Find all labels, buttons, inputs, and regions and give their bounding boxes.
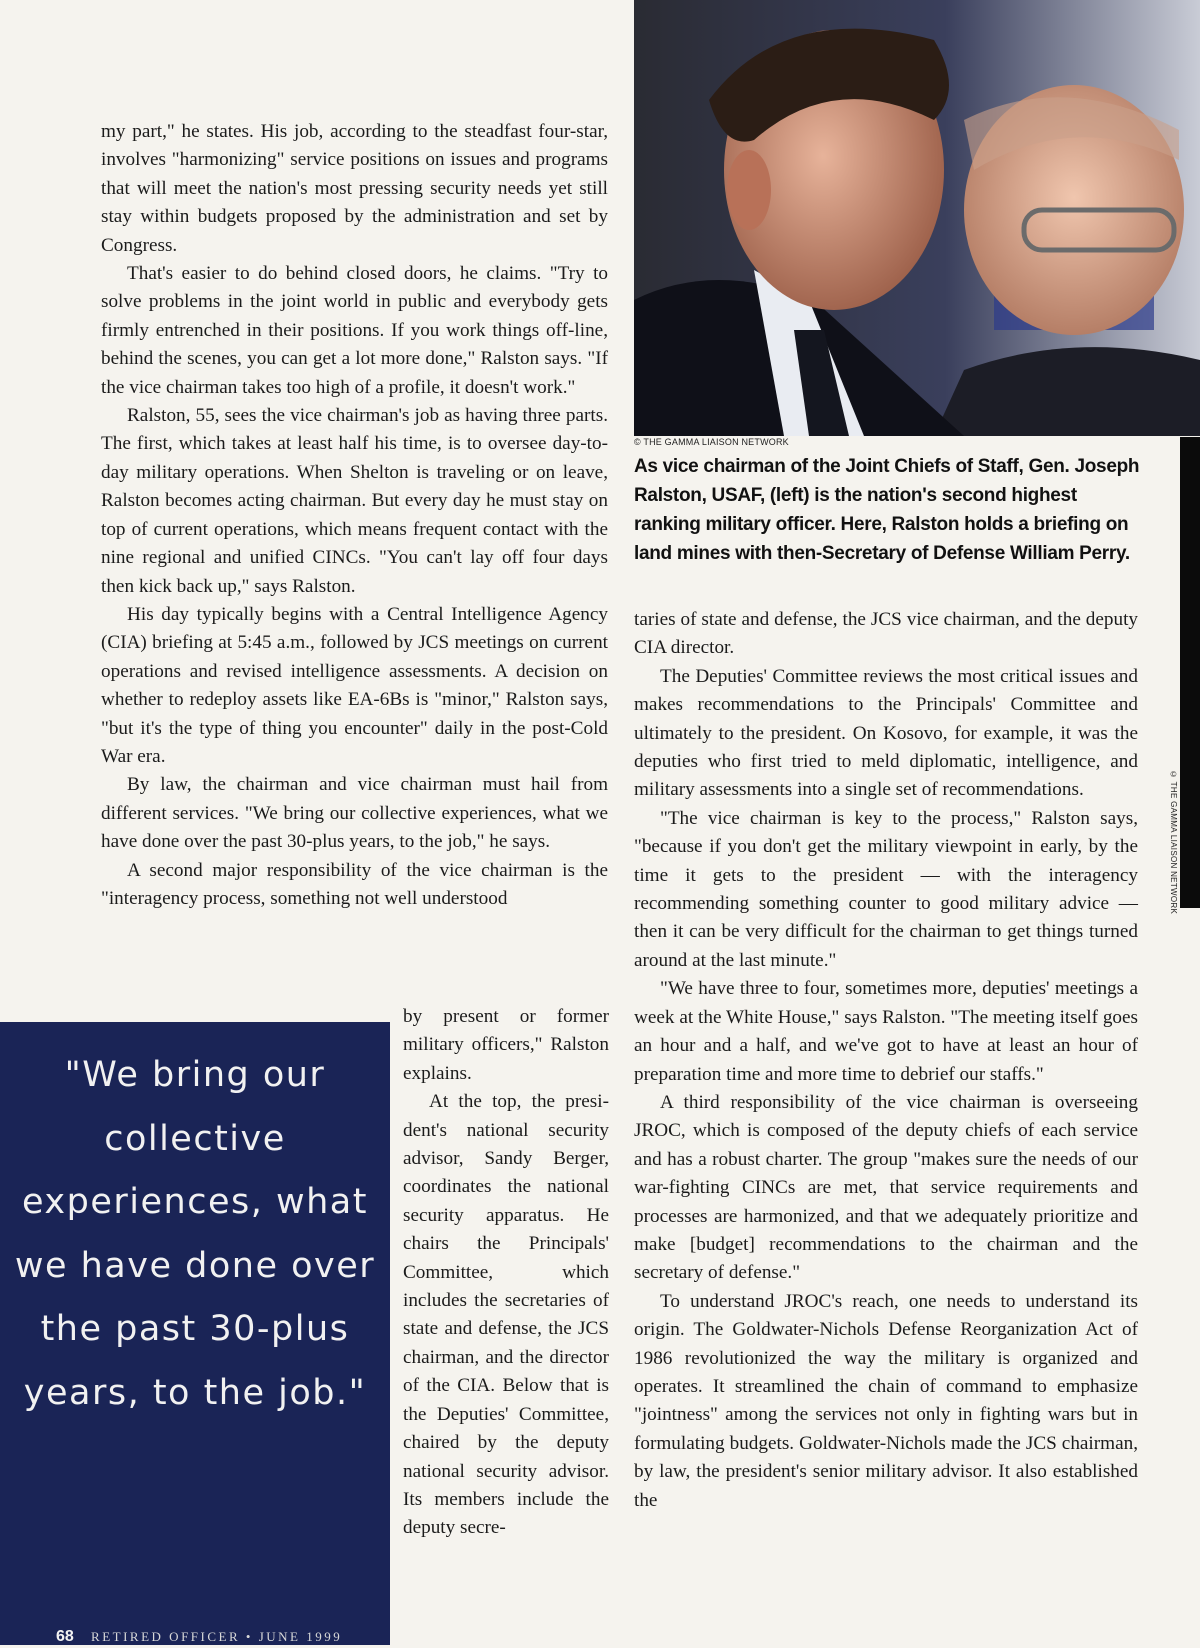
page-number: 68 [56,1628,74,1645]
paragraph: "We have three to four, sometimes more, deputies' meetings a week at the White House," says Ralston. "The meeting itself goes an hour and a half, and we've got to have at least an hour of preparation time and more time to debrief our staffs." [634,978,1138,1085]
photo-credit: © THE GAMMA LIAISON NETWORK [634,437,789,447]
paragraph: His day typically begins with a Central Intelligence Agency (CIA) briefing at 5:45 a.m., followed by JCS meetings on current operations and revised intelligence assessments. A decision on whether to redeploy assets like EA-6Bs is "minor," Ralston says, "but it's the type of thing you encounter" daily in the post-Cold War era. [101,603,608,767]
paragraph: The Deputies' Committee reviews the most critical issues and makes recommendations to the Principals' Committee and ultimately to the president. On Kosovo, for example, it was the deputies who first tried to meld diplomatic, intelligence, and military assessments into a single set of recommendations. [634,665,1138,801]
paragraph: To understand JROC's reach, one needs to understand its origin. The Goldwater-Nichols Defense Reorganization Act of 1986 revolutionized the way the military is organized and operates. It streamlined the chain of command to emphasize "jointness" among the services not only in fighting wars but in formulating budgets. Goldwater-Nichols made the JCS chairman, by law, the president's senior military advisor. It also established the [634,1290,1138,1511]
magazine-issue: RETIRED OFFICER • JUNE 1999 [91,1629,343,1644]
narrow-column [403,1003,609,1543]
paragraph: That's easier to do behind closed doors, he claims. "Try to solve problems in the joint world in public and everybody gets firmly entrenched in their positions. If you work things off-line, behind the scenes, you can get a lot more done," Ralston says. "If the vice chairman takes too high of a profile, it doesn't work." [101,263,608,398]
paragraph: At the top, the president's national security advisor, Sandy Berger, coordinates the national security apparatus. He chairs the Principals' Committee, which includes the secretaries of state and defense, the JCS chairman, and the director of the CIA. Below that is the Deputies' Committee, chaired by the deputy national security advisor. Its members include the deputy secre- [403,1091,609,1539]
paragraph: "The vice chairman is key to the process," Ralston says, "because if you don't get the military viewpoint in early, by the time it gets to the president — with the interagency recommending something counter to good military advice — then it can be very difficult for the chairman to get things turned around at the last minute." [634,807,1138,971]
photo-illustration [634,0,1200,436]
paragraph: A second major responsibility of the vice chairman is the "interagency process, something not well understood [101,859,608,909]
photo-caption: As vice chairman of the Joint Chiefs of Staff, Gen. Joseph Ralston, USAF, (left) is the nation's second highest ranking military officer. Here, Ralston holds a briefing on land mines with then-Secretary of Defense William Perry. [634,456,1140,564]
side-credit: © THE GAMMA LIAISON NETWORK [1169,770,1178,915]
paragraph: my part," he states. His job, according to the steadfast four-star, involves "harmonizing" service positions on issues and programs that will meet the nation's most pressing security needs yet still stay within budgets proposed by the administration and set by Congress. [101,121,608,256]
paragraph: taries of state and defense, the JCS vice chairman, and the deputy CIA director. [634,609,1138,659]
paragraph: Ralston, 55, sees the vice chairman's job as having three parts. The first, which takes at least half his time, is to oversee day-to-day military operations. When Shelton is traveling or on leave, Ralston becomes acting chairman. But every day he must stay on top of current operations, which means frequent contact with the nine regional and unified CINCs. "You can't lay off four days then kick back up," says Ralston. [101,405,608,597]
paragraph: By law, the chairman and vice chairman must hail from different services. "We bring our collective experiences, what we have done over the past 30-plus years, to the job," he says. [101,774,608,853]
left-column [101,118,608,913]
paragraph: A third responsibility of the vice chairman is overseeing JROC, which is composed of the deputy chiefs of each service and has a robust charter. The group "makes sure the needs of our war-fighting CINCs are met, that service requirements and processes are harmonized, and that we adequately prioritize and make [budget] recommendations to the chairman and the secretary of defense." [634,1091,1138,1284]
side-bar [1180,437,1200,908]
paragraph: by present or former military officers," Ralston explains. [403,1006,609,1084]
right-column [634,606,1138,1515]
article-photo [634,0,1200,436]
page-footer [56,1628,342,1648]
pull-quote: "We bring our collective experiences, what we have done over the past 30-plus years, to the job." [14,1055,376,1413]
